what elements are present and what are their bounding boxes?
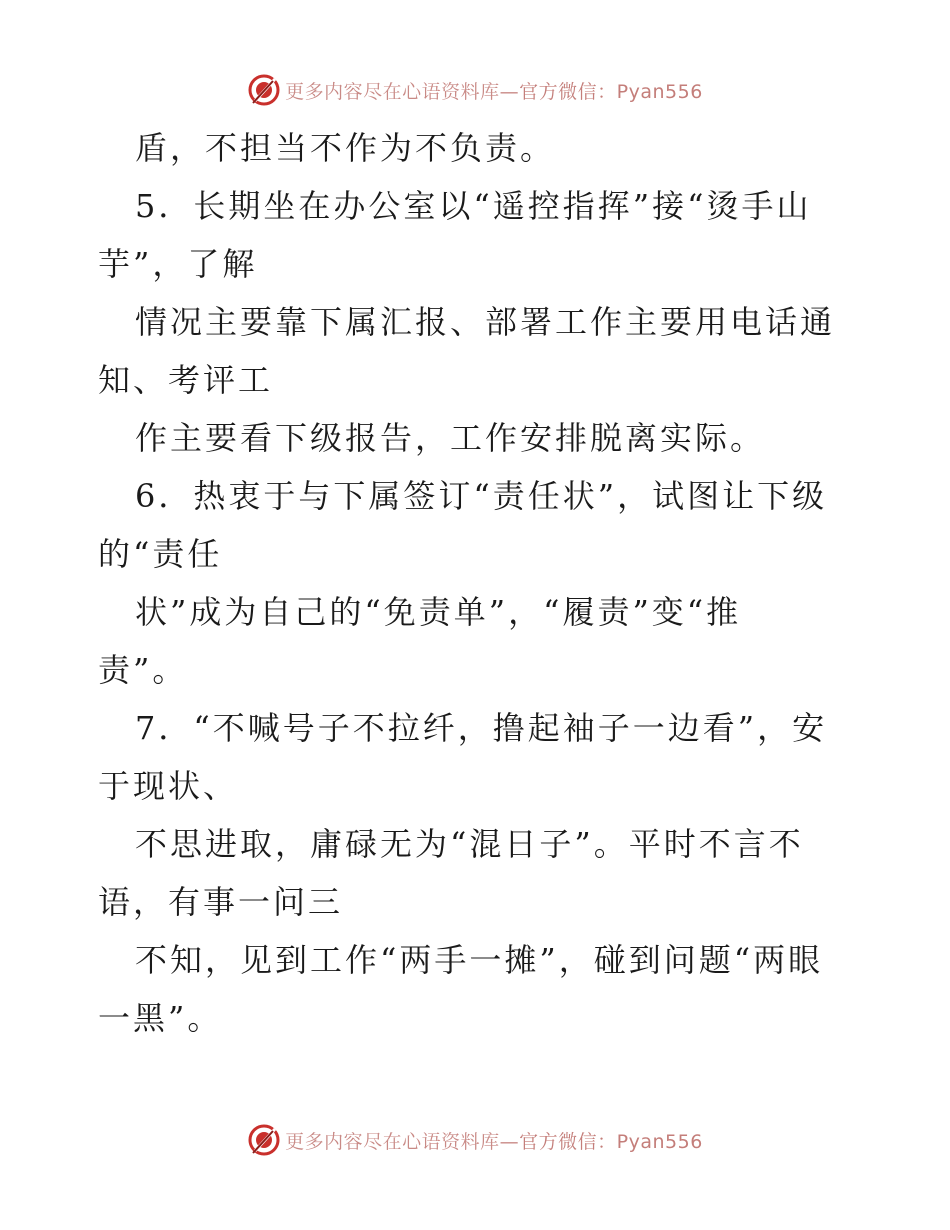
banner-promo-text: 更多内容尽在心语资料库—: [285, 1130, 520, 1153]
body-line: 知、考评工: [98, 361, 274, 399]
body-line: 责”。: [98, 651, 188, 689]
body-line: 6．热衷于与下属签订“责任状”，试图让下级: [135, 477, 828, 515]
body-line: 的“责任: [98, 535, 223, 573]
body-line: 不思进取，庸碌无为“混日子”。平时不言不: [135, 825, 804, 863]
body-line: 一黑”。: [98, 999, 223, 1037]
body-line: 盾，不担当不作为不负责。: [135, 129, 556, 167]
body-line: 作主要看下级报告，工作安排脱离实际。: [135, 419, 766, 457]
body-line: 芋”，了解: [98, 245, 258, 283]
footer-banner: [0, 1120, 950, 1160]
header-banner: [0, 70, 950, 110]
body-line: 5．长期坐在办公室以“遥控指挥”接“烫手山: [135, 187, 812, 225]
quill-pen-icon: [247, 73, 281, 107]
banner-wechat-text: 官方微信：Pyan556: [519, 1130, 703, 1153]
body-line: 情况主要靠下属汇报、部署工作主要用电话通: [135, 303, 836, 341]
banner-wechat-text: 官方微信：Pyan556: [519, 80, 703, 103]
body-line: 状”成为自己的“免责单”，“履责”变“推: [135, 593, 742, 631]
body-line: 7．“不喊号子不拉纤，撸起袖子一边看”，安: [135, 709, 828, 747]
body-line: 于现状、: [98, 767, 239, 805]
body-line: 语，有事一问三: [98, 883, 344, 921]
banner-promo-text: 更多内容尽在心语资料库—: [285, 80, 520, 103]
body-line: 不知，见到工作“两手一摊”，碰到问题“两眼: [135, 941, 824, 979]
quill-pen-icon: [247, 1123, 281, 1157]
